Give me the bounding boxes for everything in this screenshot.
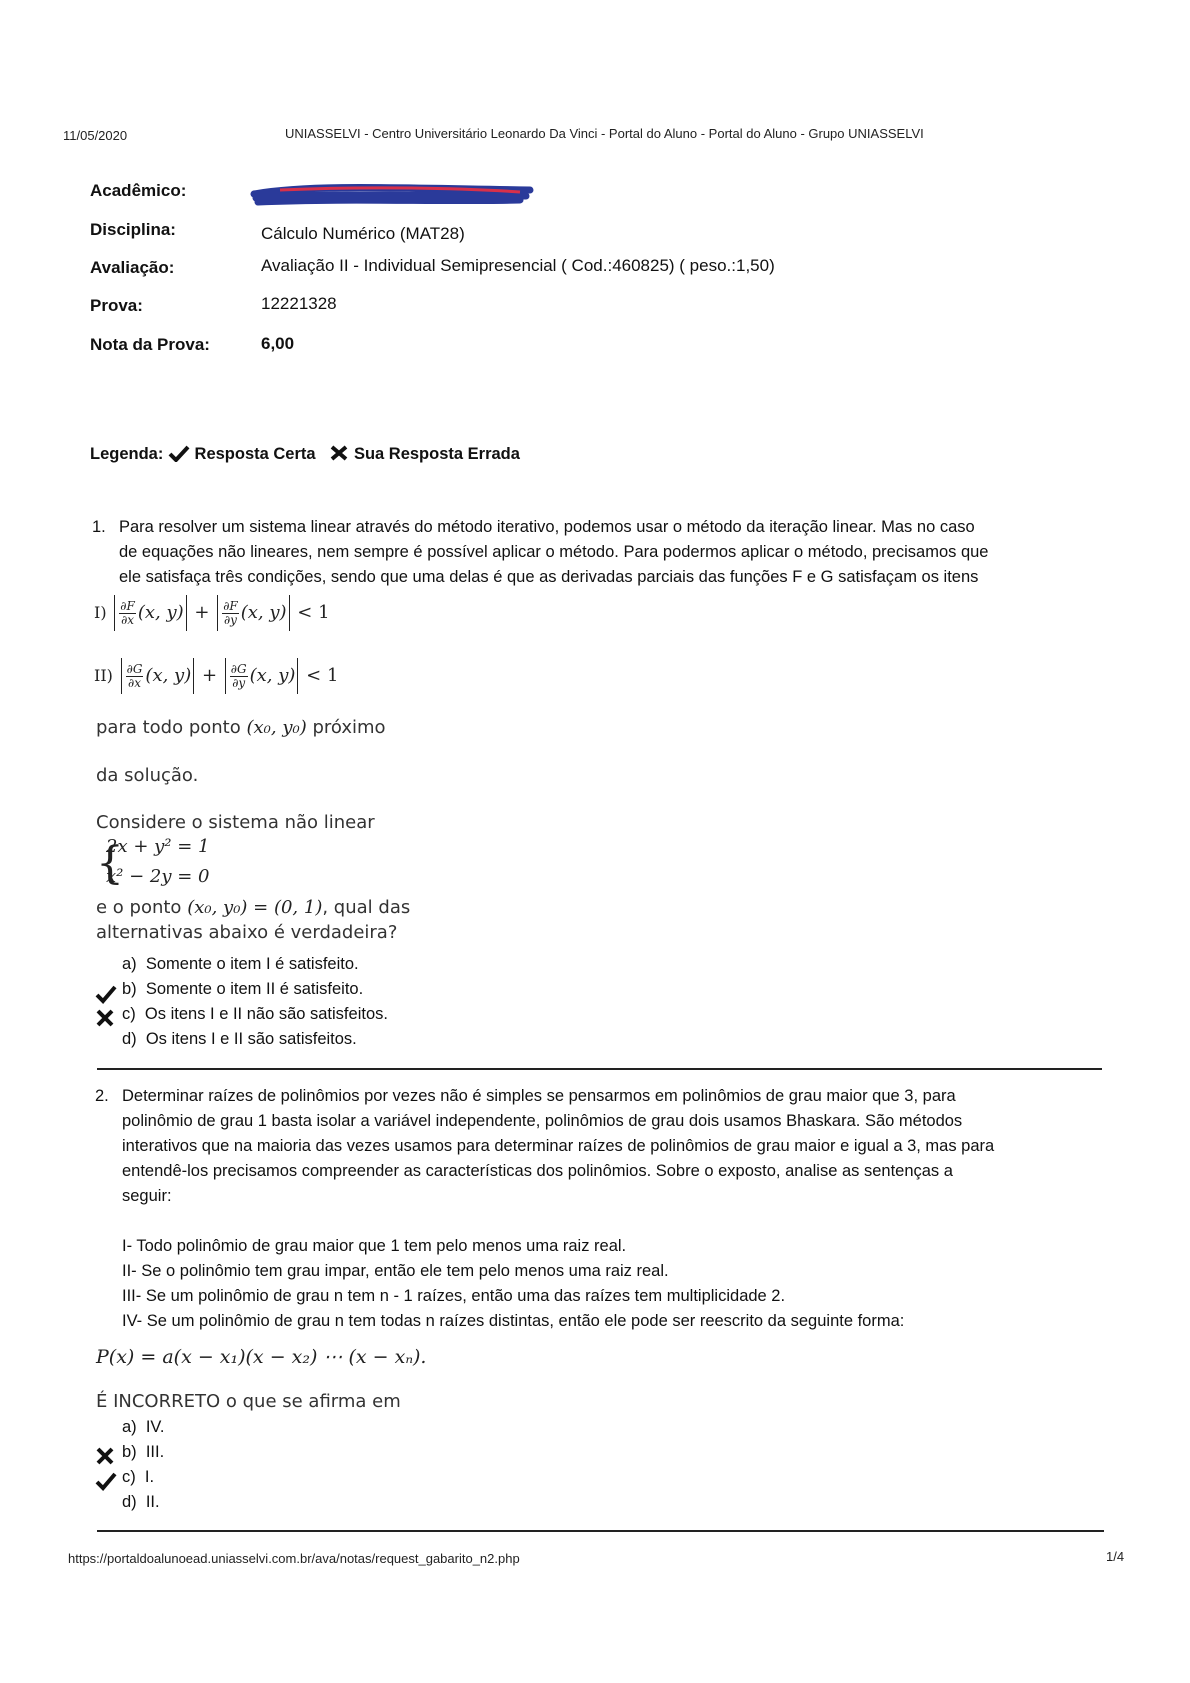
q1-option-c[interactable]	[122, 1005, 388, 1024]
prova-label: Prova:	[90, 296, 143, 315]
text: Os itens I e II são satisfeitos.	[145, 1030, 357, 1048]
q1-alternativas: alternativas abaixo é verdadeira?	[96, 922, 398, 943]
q2-formula: P(x) = a(x − x₁)(x − x₂) ⋯ (x − xₙ).	[96, 1346, 427, 1368]
print-date: 11/05/2020	[63, 128, 128, 143]
q2-sentence: IV- Se um polinômio de grau n tem todas n raízes distintas, então ele pode ser reescrito da seguinte forma:	[122, 1312, 905, 1330]
point-value: (x₀, y₀) = (0, 1)	[187, 897, 323, 918]
q2-line: Determinar raízes de polinômios por vezes não é simples se pensarmos em polinômios de grau maior que 3, para	[122, 1087, 956, 1105]
q1-line: ele satisfaça três condições, sendo que uma delas é que as derivadas parciais das funções F e G satisfaçam os itens	[119, 568, 979, 586]
avaliacao-label: Avaliação:	[90, 258, 175, 277]
q2-option-a[interactable]	[122, 1418, 165, 1437]
q2-sentences	[122, 1234, 1112, 1334]
letter: d)	[122, 1493, 137, 1511]
q1-considere: Considere o sistema não linear	[96, 812, 375, 833]
divider	[97, 1530, 1104, 1532]
item-label: I)	[94, 603, 107, 622]
frac-den: ∂y	[223, 612, 237, 627]
q1-line: Para resolver um sistema linear através do método iterativo, podemos usar o método da iteração linear. Mas no caso	[119, 518, 975, 536]
q1-ponto	[96, 897, 410, 918]
q2-incorreto: É INCORRETO o que se afirma em	[96, 1391, 401, 1412]
letter: c)	[122, 1005, 136, 1023]
q2-statement	[122, 1084, 1112, 1209]
frac-num: ∂G	[126, 661, 143, 676]
text: Somente o item II é satisfeito.	[145, 980, 364, 998]
cross-icon	[329, 444, 349, 462]
q2-number: 2.	[95, 1087, 109, 1105]
q2-line: polinômio de grau 1 basta isolar a variável independente, polinômios de grau dois usamos Bhaskara. São métodos	[122, 1112, 963, 1130]
q1-condition-2	[94, 658, 338, 694]
q1-statement	[119, 515, 1109, 590]
eq2: x² − 2y = 0	[106, 866, 210, 887]
q2-option-b[interactable]	[122, 1443, 164, 1462]
q2-line: interativos que na maioria das vezes usamos para determinar raízes de polinômios de grau maior e igual a 3, mas para	[122, 1137, 995, 1155]
letter: c)	[122, 1468, 136, 1486]
text: IV.	[145, 1418, 165, 1436]
disciplina-label: Disciplina:	[90, 220, 176, 239]
q2-line: seguir:	[122, 1187, 172, 1205]
cross-icon	[95, 1008, 117, 1030]
cross-icon	[95, 1446, 117, 1468]
academico-label: Acadêmico:	[90, 181, 187, 200]
footer-url[interactable]: https://portaldoalunoead.uniasselvi.com.br/ava/notas/request_gabarito_n2.php	[68, 1551, 520, 1566]
legend-prefix: Legenda:	[90, 445, 164, 463]
legend-wrong: Sua Resposta Errada	[353, 445, 520, 463]
q1-number: 1.	[92, 518, 106, 536]
brace: {	[96, 838, 124, 889]
legend-correct: Resposta Certa	[194, 445, 316, 463]
letter: a)	[122, 955, 137, 973]
text: III.	[145, 1443, 165, 1461]
plus: +	[194, 602, 210, 623]
text: Os itens I e II não são satisfeitos.	[144, 1005, 388, 1023]
text: , qual das	[322, 897, 411, 918]
q1-option-d[interactable]	[122, 1030, 357, 1049]
q1-option-a[interactable]	[122, 955, 359, 974]
letter: d)	[122, 1030, 137, 1048]
less-than: < 1	[306, 665, 339, 686]
args: (x, y)	[145, 665, 192, 686]
check-icon	[95, 983, 117, 1005]
q2-line: entendê-los precisamos compreender as características dos polinômios. Sobre o exposto, analise as sentenças a	[122, 1162, 953, 1180]
frac-num: ∂G	[230, 661, 247, 676]
q1-para-todo	[96, 717, 386, 738]
text: para todo ponto	[96, 717, 241, 738]
eq1: 2x + y² = 1	[106, 836, 210, 857]
legend	[90, 444, 520, 464]
q2-sentence: II- Se o polinômio tem grau impar, então ele tem pelo menos uma raiz real.	[122, 1262, 669, 1280]
q1-line: de equações não lineares, nem sempre é possível aplicar o método. Para podermos aplicar o método, precisamos que	[119, 543, 989, 561]
prova-value: 12221328	[261, 294, 337, 313]
frac-den: ∂y	[232, 675, 246, 690]
q1-condition-1	[94, 595, 330, 631]
frac-num: ∂F	[120, 598, 135, 613]
text: II.	[145, 1493, 160, 1511]
print-title: UNIASSELVI - Centro Universitário Leonardo Da Vinci - Portal do Aluno - Portal do Aluno - Grupo UNIASSELVI	[285, 126, 924, 141]
args: (x, y)	[137, 602, 184, 623]
avaliacao-value: Avaliação II - Individual Semipresencial ( Cod.:460825) ( peso.:1,50)	[261, 256, 775, 275]
letter: a)	[122, 1418, 137, 1436]
less-than: < 1	[297, 602, 330, 623]
q2-sentence: III- Se um polinômio de grau n tem n - 1 raízes, então uma das raízes tem multiplicidade 2.	[122, 1287, 786, 1305]
text: e o ponto	[96, 897, 182, 918]
divider	[97, 1068, 1102, 1070]
nota-label: Nota da Prova:	[90, 335, 210, 354]
text: Somente o item I é satisfeito.	[145, 955, 359, 973]
q1-da-solucao: da solução.	[96, 765, 199, 786]
check-icon	[168, 444, 190, 462]
text: próximo	[312, 717, 386, 738]
plus: +	[201, 665, 218, 686]
q2-option-d[interactable]	[122, 1493, 160, 1512]
q2-option-c[interactable]	[122, 1468, 154, 1487]
q2-sentence: I- Todo polinômio de grau maior que 1 tem pelo menos uma raiz real.	[122, 1237, 627, 1255]
disciplina-value: Cálculo Numérico (MAT28)	[261, 224, 465, 243]
check-icon	[95, 1470, 117, 1492]
nota-value: 6,00	[261, 334, 295, 353]
text: I.	[144, 1468, 155, 1486]
point: (x₀, y₀)	[246, 717, 307, 738]
letter: b)	[122, 1443, 137, 1461]
args: (x, y)	[249, 665, 296, 686]
q1-option-b[interactable]	[122, 980, 363, 999]
letter: b)	[122, 980, 137, 998]
redaction-scribble	[250, 180, 535, 210]
page-number: 1/4	[1106, 1549, 1125, 1564]
frac-num: ∂F	[223, 598, 238, 613]
frac-den: ∂x	[121, 612, 135, 627]
frac-den: ∂x	[128, 675, 142, 690]
item-label: II)	[94, 666, 113, 685]
args: (x, y)	[240, 602, 287, 623]
